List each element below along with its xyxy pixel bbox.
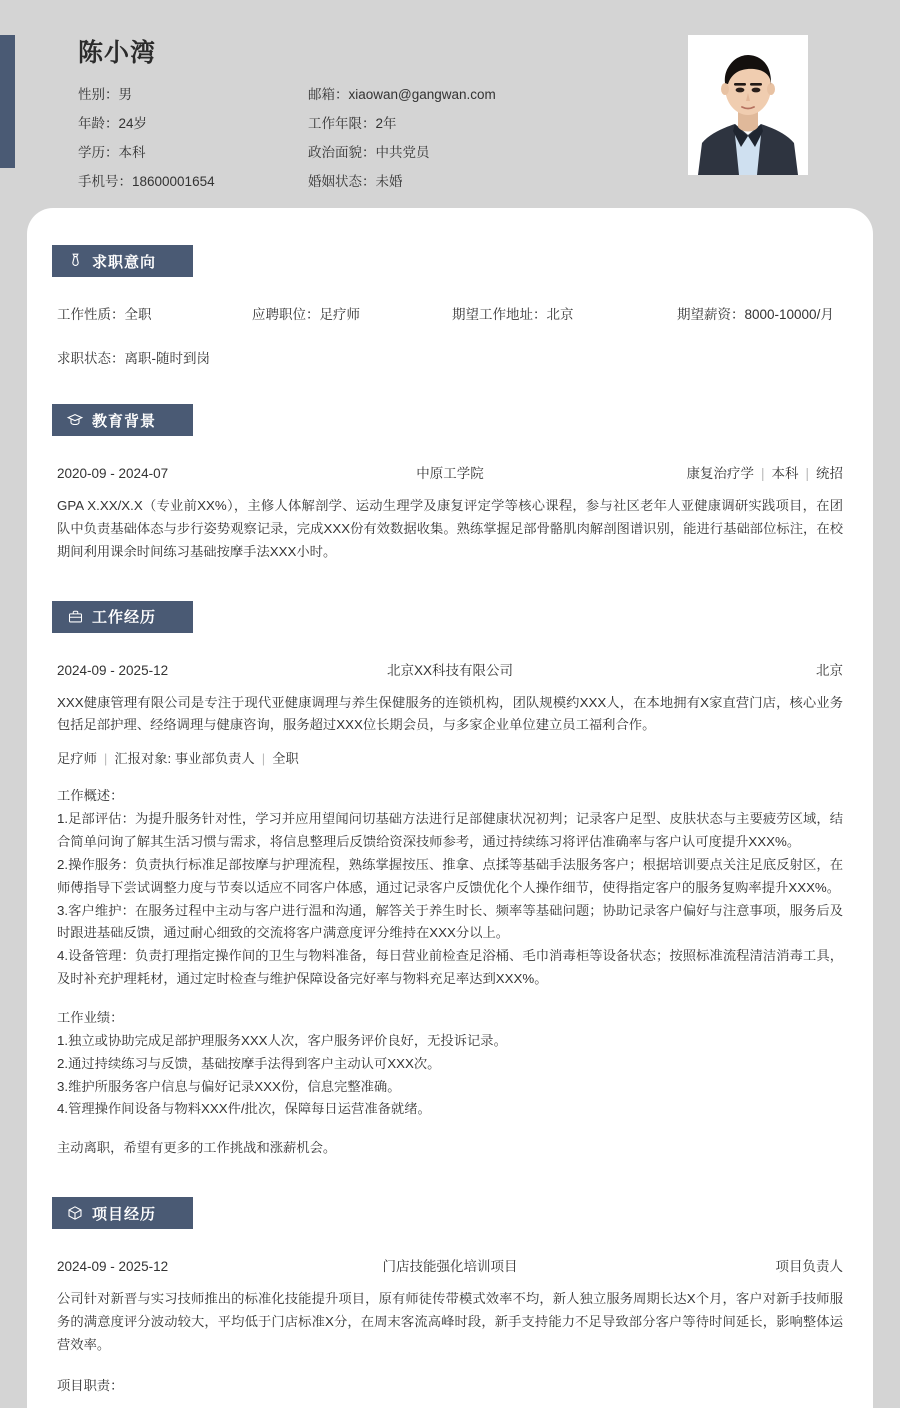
project-date: 2024-09 - 2025-12 xyxy=(57,1259,169,1275)
info-gender xyxy=(78,83,308,103)
section-body-job-intent xyxy=(52,303,848,367)
graduation-cap-icon xyxy=(67,412,83,428)
work-achievement-item: 2.通过持续练习与反馈，基础按摩手法得到客户主动认可XXX次。 xyxy=(57,1055,441,1071)
section-title-work-experience: 工作经历 xyxy=(92,609,157,627)
work-position: 足疗师 xyxy=(57,751,97,767)
box-icon xyxy=(67,1205,83,1221)
education-date: 2020-09 - 2024-07 xyxy=(57,466,169,481)
section-project-experience xyxy=(27,1197,873,1397)
separator: | xyxy=(805,466,809,481)
section-header-work-experience xyxy=(52,601,848,633)
field-expected-salary-label: 期望薪资： xyxy=(677,307,745,322)
info-gender-value: 男 xyxy=(118,87,132,102)
info-phone xyxy=(78,170,308,190)
work-achievement-title: 工作业绩： xyxy=(57,1010,124,1026)
project-role: 项目负责人 xyxy=(775,1259,843,1275)
field-job-status-label: 求职状态： xyxy=(57,351,125,366)
section-tag-education xyxy=(52,404,193,436)
work-achievement-item: 4.管理操作间设备与物料XXX件/批次，保障每日运营准备就绪。 xyxy=(57,1101,431,1117)
info-education-level-value: 本科 xyxy=(118,145,146,160)
info-age-label: 年龄： xyxy=(78,116,119,131)
section-header-education xyxy=(52,404,848,436)
section-body-work-experience xyxy=(52,659,848,1161)
field-job-type-value: 全职 xyxy=(124,307,152,322)
work-date: 2024-09 - 2025-12 xyxy=(57,662,169,678)
section-title-education: 教育背景 xyxy=(92,412,157,430)
work-achievement-item: 1.独立或协助完成足部护理服务XXX人次，客户服务评价良好，无投诉记录。 xyxy=(57,1032,507,1048)
section-header-job-intent xyxy=(52,245,848,277)
job-intent-row-1 xyxy=(57,303,843,323)
info-political-status-label: 政治面貌： xyxy=(308,145,376,160)
education-degree: 本科 xyxy=(771,466,799,481)
separator: | xyxy=(103,751,108,767)
info-political-status-value: 中共党员 xyxy=(375,145,430,160)
work-company-description: XXX健康管理有限公司是专注于现代亚健康调理与养生保健服务的连锁机构，团队规模约XXX人，在本地拥有X家直营门店，核心业务包括足部护理、经络调理与健康咨询，服务超过XXX位长期会员，与多家企业单位建立员工福利合作。 xyxy=(57,694,843,733)
field-target-location xyxy=(452,303,677,323)
section-tag-project-experience xyxy=(52,1197,193,1229)
info-phone-value: 18600001654 xyxy=(132,174,215,189)
education-school: 中原工学院 xyxy=(416,466,484,481)
section-job-intent xyxy=(27,245,873,367)
field-expected-salary-value: 8000-10000/月 xyxy=(744,307,834,322)
education-description: GPA X.XX/X.X（专业前XX%），主修人体解剖学、运动生理学及康复评定学等核心课程，参与社区老年人亚健康调研实践项目，在团队中负责基础体态与步行姿势观察记录，完成XXX份有效数据收集。熟练掌握足部骨骼肌肉解剖图谱识别，能进行基础部位标注，在校期间利用课余时间练习基础按摩手法XXX小时。 xyxy=(57,498,843,559)
section-body-education xyxy=(52,462,848,564)
project-entry-head xyxy=(57,1255,843,1275)
header-accent-bar xyxy=(0,35,15,168)
info-email-value: xiaowan@gangwan.com xyxy=(348,87,496,102)
education-admission-type: 统招 xyxy=(816,466,843,481)
section-education xyxy=(27,404,873,564)
work-overview-item: 2.操作服务：负责执行标准足部按摩与护理流程，熟练掌握按压、推拿、点揉等基础手法服务客户；根据培训要点关注足底反射区，在师傅指导下尝试调整力度与节奏以适应不同客户体感，通过记录客户反馈优化个人操作细节，使得指定客户的服务复购率提升XXX%。 xyxy=(57,856,843,895)
work-overview-item: 4.设备管理：负责打理指定操作间的卫生与物料准备，每日营业前检查足浴桶、毛巾消毒柜等设备状态；按照标准流程清洁消毒工具，及时补充护理耗材，通过定时检查与维护保障设备完好率与物料充足率达到XXX%。 xyxy=(57,948,843,987)
separator: | xyxy=(261,751,266,767)
project-duty-title: 项目职责： xyxy=(57,1377,124,1393)
work-overview-title: 工作概述： xyxy=(57,788,124,804)
field-job-type xyxy=(57,303,252,323)
section-tag-job-intent xyxy=(52,245,193,277)
work-overview-item: 1.足部评估：为提升服务针对性，学习并应用望闻问切基础方法进行足部健康状况初判；记录客户足型、皮肤状态与主要疲劳区域，结合简单问询了解其生活习惯与需求，将信息整理后反馈给资深技师参考，通过持续练习将评估准确率与客户认可度提升XXX%。 xyxy=(57,811,843,850)
work-meta xyxy=(57,748,843,767)
section-title-project-experience: 项目经历 xyxy=(92,1205,157,1223)
info-marital-status-value: 未婚 xyxy=(375,174,403,189)
spacer xyxy=(57,991,843,1007)
project-description: 公司针对新晋与实习技师推出的标准化技能提升项目，原有师徒传带模式效率不均，新人独立服务周期长达X个月，客户对新手技师服务的满意度评分波动较大，平均低于门店标准X分，在周末客流高峰时段，新手支持能力不足导致部分客户等待时间延长，影响整体运营效率。 xyxy=(57,1291,843,1352)
work-report-to: 汇报对象: 事业部负责人 xyxy=(114,751,255,767)
resume-header xyxy=(0,0,900,208)
avatar xyxy=(688,35,808,175)
resume-card xyxy=(27,208,873,1408)
work-location: 北京 xyxy=(816,662,843,678)
field-job-status-value: 离职-随时到岗 xyxy=(124,351,210,366)
separator: | xyxy=(760,466,765,481)
info-age xyxy=(78,112,308,132)
section-header-project-experience xyxy=(52,1197,848,1229)
education-tags xyxy=(543,462,843,482)
field-target-position-value: 足疗师 xyxy=(319,307,360,322)
info-experience-years-label: 工作年限： xyxy=(308,116,376,131)
field-job-status xyxy=(57,347,252,367)
work-job-type: 全职 xyxy=(272,751,299,767)
education-entry-head xyxy=(57,462,843,482)
field-target-position-label: 应聘职位： xyxy=(252,307,320,322)
work-closing-note: 主动离职，希望有更多的工作挑战和涨薪机会。 xyxy=(57,1140,337,1156)
info-age-value: 24岁 xyxy=(118,116,148,131)
necktie-icon xyxy=(67,253,83,269)
project-name: 门店技能强化培训项目 xyxy=(382,1259,518,1275)
section-tag-work-experience xyxy=(52,601,193,633)
info-education-level xyxy=(78,141,308,161)
field-target-location-value: 北京 xyxy=(546,307,574,322)
work-entry-head xyxy=(57,659,843,679)
work-overview-item: 3.客户维护：在服务过程中主动与客户进行温和沟通，解答关于养生时长、频率等基础问题；协助记录客户偏好与注意事项，服务后及时跟进基础反馈，通过耐心细致的交流将客户满意度评分维持在XXX分以上。 xyxy=(57,902,843,941)
field-expected-salary xyxy=(677,303,843,323)
briefcase-icon xyxy=(67,609,83,625)
job-intent-row-2 xyxy=(57,347,843,367)
info-phone-label: 手机号： xyxy=(78,174,132,189)
section-title-job-intent: 求职意向 xyxy=(92,253,157,271)
info-marital-status-label: 婚姻状态： xyxy=(308,174,376,189)
field-job-type-label: 工作性质： xyxy=(57,307,125,322)
info-email-label: 邮箱： xyxy=(308,87,349,102)
page-title: 陈小湾 xyxy=(78,39,157,67)
work-achievement-item: 3.维护所服务客户信息与偏好记录XXX份，信息完整准确。 xyxy=(57,1078,401,1094)
education-major: 康复治疗学 xyxy=(686,466,754,481)
section-body-project-experience xyxy=(52,1255,848,1397)
spacer xyxy=(57,1121,843,1137)
field-target-position xyxy=(252,303,452,323)
info-experience-years-value: 2年 xyxy=(375,116,397,131)
info-education-level-label: 学历： xyxy=(78,145,119,160)
info-gender-label: 性别： xyxy=(78,87,119,102)
work-company: 北京XX科技有限公司 xyxy=(386,662,513,678)
section-work-experience xyxy=(27,601,873,1161)
field-target-location-label: 期望工作地址： xyxy=(452,307,547,322)
